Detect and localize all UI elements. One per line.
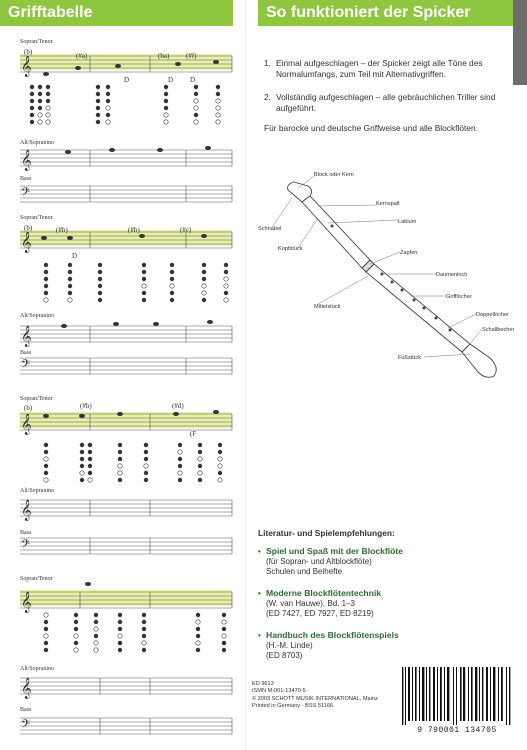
- voice-label-alt-sopranino: Alt/Sopranino: [20, 666, 54, 672]
- book-line: (W. van Hauwe), Bd. 1–3: [266, 599, 355, 608]
- note-label: D: [190, 76, 196, 84]
- note-label: (F: [190, 430, 197, 438]
- bass-clef-icon: 𝄢: [21, 186, 31, 202]
- bass-staff: [20, 712, 232, 736]
- note-label: D: [168, 76, 174, 84]
- book-line: (ED 8703): [266, 651, 303, 660]
- intro-item-2: [264, 92, 510, 114]
- voice-label-alt-sopranino: Alt/Sopranino: [20, 140, 54, 146]
- left-title: Grifftabelle: [8, 4, 93, 21]
- voice-label-bass: Bass: [20, 350, 32, 356]
- book-line: (H.-M. Linde): [266, 641, 313, 650]
- treble-staff: [20, 320, 232, 347]
- diagram-label: Daumenloch: [436, 272, 468, 278]
- publication-info: [252, 681, 378, 711]
- diagram-label: Labium: [398, 219, 417, 225]
- treble-staff: [20, 408, 232, 438]
- diagram-label: Grifflöcher: [446, 294, 472, 300]
- item-number: 1.: [264, 58, 271, 68]
- bass-clef-icon: 𝄢: [21, 358, 31, 374]
- treble-clef-icon: 𝄞: [21, 150, 32, 171]
- note-label: (#b): [56, 226, 68, 234]
- note-label: (#f): [186, 52, 197, 60]
- book-item: • Spiel und Spaß mit der Blockflöte (für Sopran- und Altblockflöte) Schulen und Beihefte: [258, 546, 404, 576]
- diagram-label: Doppellöcher: [476, 312, 509, 318]
- intro-item-1: [264, 58, 510, 80]
- header-left: [0, 0, 233, 26]
- treble-clef-icon: 𝄞: [21, 592, 32, 613]
- barcode: [398, 665, 516, 727]
- treble-clef-icon: 𝄞: [21, 232, 32, 253]
- diagram-label: Fußstück: [398, 355, 422, 361]
- barcode-number: 9 790001 134705: [417, 726, 497, 735]
- treble-staff: [20, 494, 232, 521]
- right-title: So funktioniert der Spicker: [266, 4, 471, 21]
- treble-staff: [20, 226, 232, 256]
- pub-line: © 2003 SCHOTT MUSIK INTERNATIONAL, Mainz: [252, 695, 378, 702]
- note-line: Für barocke und deutsche Griffweise und alle Blockflöten.: [264, 123, 478, 133]
- voice-label-sopran-tenor: Sopran/Tenor: [20, 215, 53, 221]
- note-label: D: [72, 252, 78, 260]
- diagram-label: Block oder Kern: [314, 172, 354, 178]
- note-label: (#b): [80, 402, 92, 410]
- diagram-label: Schallbecher: [482, 327, 515, 333]
- voice-label-alt-sopranino: Alt/Sopranino: [20, 488, 54, 494]
- book-line: Schulen und Beihefte: [266, 567, 343, 576]
- book-line: (für Sopran- und Altblockflöte): [266, 557, 372, 566]
- item-text: Einmal aufgeschlagen – der Spicker zeigt alle Töne des Normalumfangs, zum Teil mit Alternativgriffen.: [276, 58, 483, 79]
- diagram-label: Zapfen: [400, 250, 418, 256]
- book-title: Spiel und Spaß mit der Blockflöte: [266, 546, 404, 556]
- pub-line: ISMN M-001-13470-5: [252, 688, 306, 695]
- diagram-label: Mittelstück: [314, 304, 341, 310]
- treble-clef-icon: 𝄞: [21, 56, 32, 77]
- fingering-row: [20, 612, 232, 662]
- book-title: Moderne Blockflötentechnik: [266, 588, 382, 598]
- book-title: Handbuch des Blockflötenspiels: [266, 630, 399, 640]
- book-item: • Moderne Blockflötentechnik (W. van Hauwe), Bd. 1–3 (ED 7427, ED 7927, ED 8219): [258, 588, 382, 618]
- note-label: (ba): [158, 52, 170, 60]
- item-text: Vollständig aufgeschlagen – alle gebräuchlichen Triller sind aufgeführt.: [276, 92, 496, 113]
- treble-clef-icon: 𝄞: [21, 678, 32, 699]
- treble-clef-icon: 𝄞: [21, 414, 32, 435]
- fingering-row: [20, 262, 232, 312]
- bass-clef-icon: 𝄢: [21, 538, 31, 554]
- diagram-label: Kernspalt: [376, 201, 400, 207]
- treble-clef-icon: 𝄞: [21, 326, 32, 347]
- fold-line: [245, 0, 246, 750]
- side-tab: [513, 0, 527, 85]
- literature-heading: Literatur- und Spielempfehlungen:: [258, 528, 395, 538]
- note-label: (#c): [180, 226, 192, 234]
- book-item: • Handbuch des Blockflötenspiels (H.-M. Linde) (ED 8703): [258, 630, 399, 660]
- diagram-label: Kopfstück: [278, 246, 303, 252]
- pub-line: Printed in Germany · BSS 51166: [252, 703, 334, 710]
- treble-staff: [20, 144, 232, 171]
- bass-staff: [20, 352, 232, 376]
- note-label: (#b): [128, 226, 140, 234]
- fingering-row: [20, 442, 232, 492]
- voice-label-alt-sopranino: Alt/Sopranino: [20, 313, 54, 319]
- pub-line: ED 9613: [252, 681, 274, 687]
- diagram-label: Schnabel: [258, 226, 282, 232]
- fingering-row: [20, 84, 232, 134]
- voice-label-sopran-tenor: Sopran/Tenor: [20, 576, 53, 582]
- recorder-diagram: [258, 168, 520, 392]
- bell-shape: [462, 344, 496, 377]
- header-right: [258, 0, 513, 26]
- book-line: (ED 7427, ED 7927, ED 8219): [266, 609, 374, 618]
- note-label: (#d): [172, 402, 184, 410]
- note-label: (b): [24, 224, 33, 232]
- treble-staff: [20, 672, 232, 699]
- item-number: 2.: [264, 92, 271, 102]
- voice-label-sopran-tenor: Sopran/Tenor: [20, 39, 53, 45]
- voice-label-bass: Bass: [20, 530, 32, 536]
- voice-label-bass: Bass: [20, 707, 32, 713]
- treble-clef-icon: 𝄞: [21, 500, 32, 521]
- note-label: D: [124, 76, 130, 84]
- voice-label-sopran-tenor: Sopran/Tenor: [20, 396, 53, 402]
- bass-staff: [20, 532, 232, 556]
- note-label: (b): [24, 48, 33, 56]
- bass-staff: [20, 180, 232, 204]
- note-label: (#a): [76, 52, 88, 60]
- voice-label-bass: Bass: [20, 176, 32, 182]
- bass-clef-icon: 𝄢: [21, 718, 31, 734]
- note-label: (b): [24, 404, 33, 412]
